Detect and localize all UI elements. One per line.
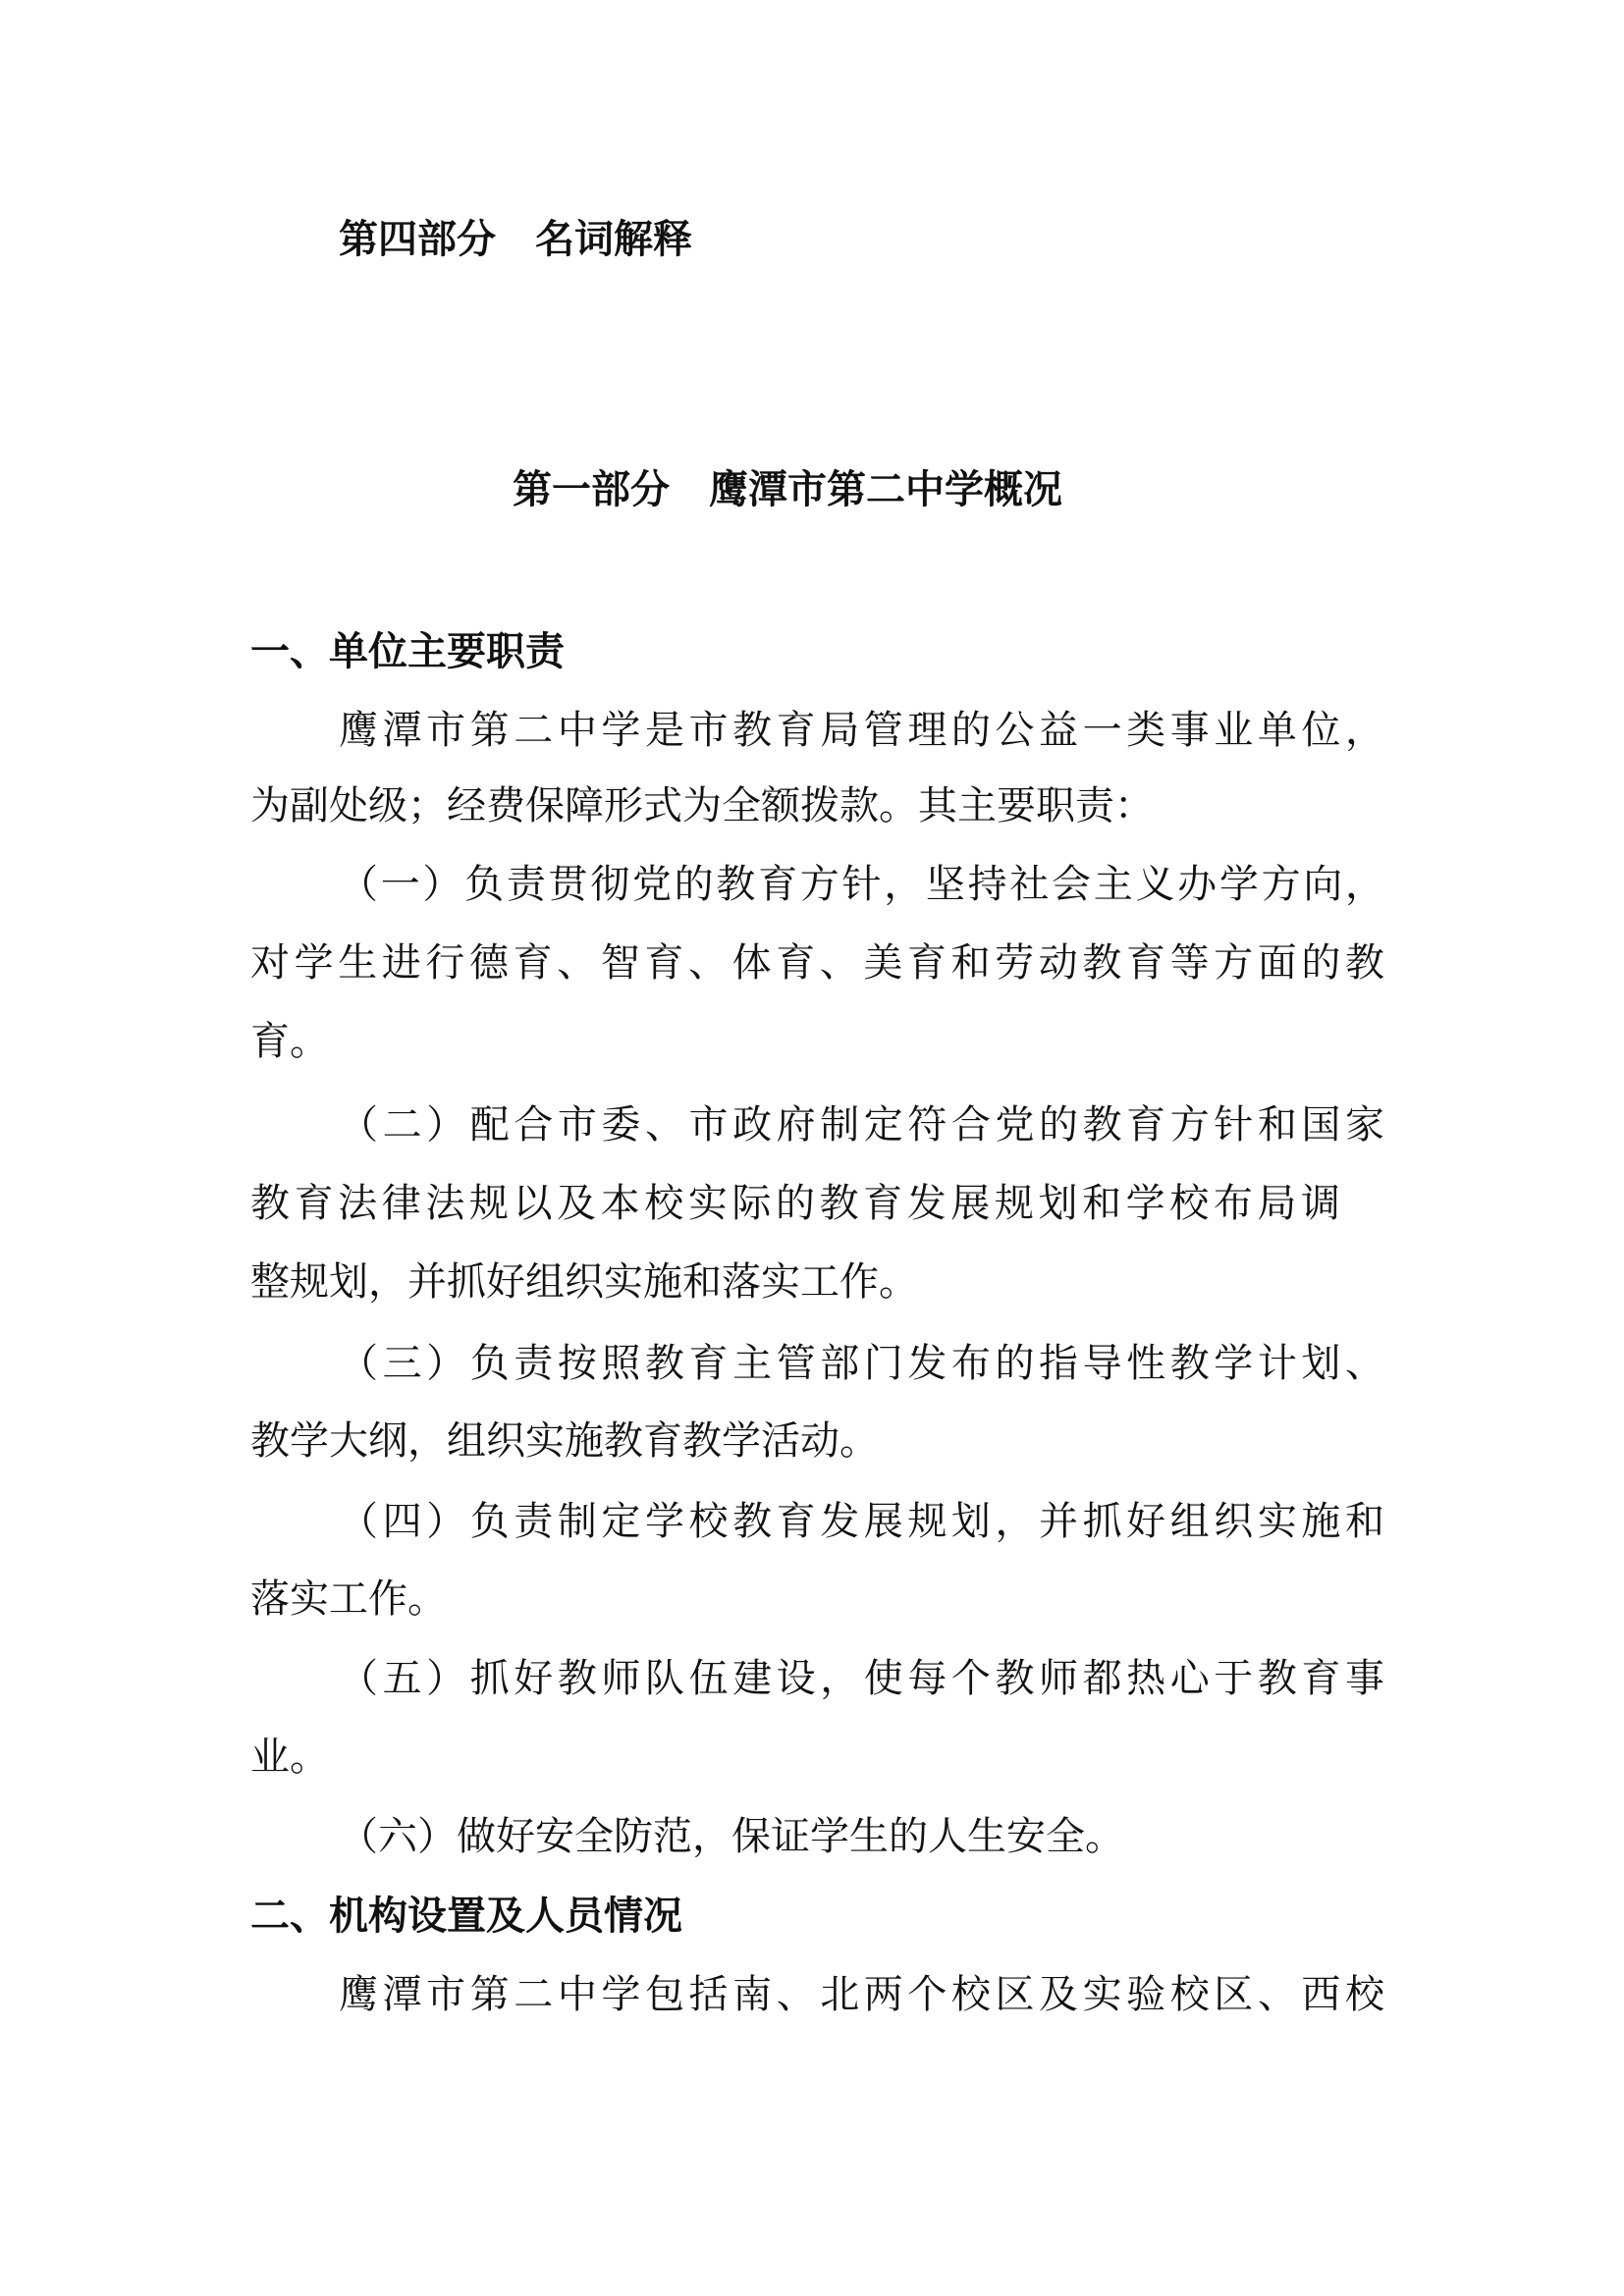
duty-item-2-line: 整规划，并抓好组织实施和落实工作。 <box>250 1259 918 1305</box>
section-heading-duties: 一、单位主要职责 <box>250 628 565 674</box>
duty-item-6-line: （六）做好安全防范，保证学生的人生安全。 <box>339 1814 1124 1859</box>
duty-item-5-line: （五）抓好教师队伍建设，使每个教师都热心于教育事 <box>339 1656 1384 1701</box>
duty-item-4-line: 落实工作。 <box>250 1576 447 1622</box>
toc-item-part4: 第四部分 名词解释 <box>339 216 692 262</box>
duty-item-1-line: （一）负责贯彻党的教育方针，坚持社会主义办学方向， <box>339 862 1384 907</box>
duty-item-1-line: 对学生进行德育、智育、体育、美育和劳动教育等方面的教 <box>250 940 1384 986</box>
duty-item-3-line: （三）负责按照教育主管部门发布的指导性教学计划、 <box>339 1341 1384 1386</box>
paragraph-line: 鹰潭市第二中学包括南、北两个校区及实验校区、西校 <box>339 1972 1384 2017</box>
paragraph-line: 为副处级；经费保障形式为全额拨款。其主要职责： <box>250 783 1154 828</box>
duty-item-5-line: 业。 <box>250 1735 329 1780</box>
duty-item-2-line: （二）配合市委、市政府制定符合党的教育方针和国家 <box>339 1102 1384 1148</box>
duty-item-3-line: 教学大纲，组织实施教育教学活动。 <box>250 1418 879 1464</box>
duty-item-1-line: 育。 <box>250 1019 329 1064</box>
part-title: 第一部分 鹰潭市第二中学概况 <box>513 466 1062 512</box>
section-heading-organization: 二、机构设置及人员情况 <box>250 1893 682 1939</box>
duty-item-2-line: 教育法律法规以及本校实际的教育发展规划和学校布局调 <box>250 1181 1340 1226</box>
paragraph-line: 鹰潭市第二中学是市教育局管理的公益一类事业单位， <box>339 708 1384 753</box>
duty-item-4-line: （四）负责制定学校教育发展规划，并抓好组织实施和 <box>339 1499 1384 1544</box>
